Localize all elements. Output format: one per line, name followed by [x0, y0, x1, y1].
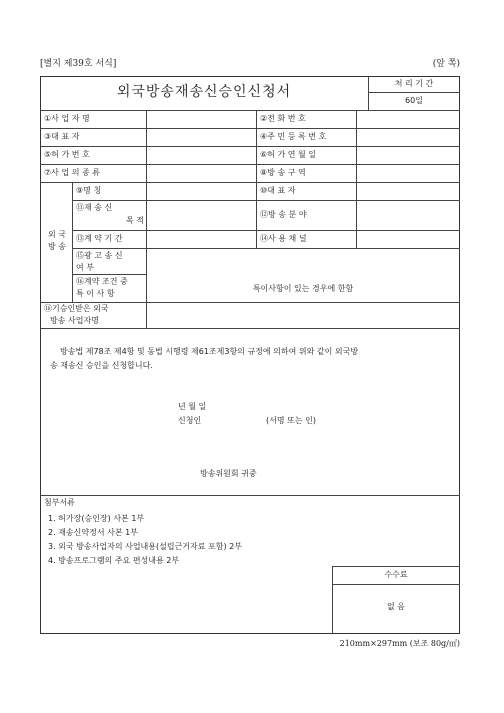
statement-line-2: 송 재송신 승인을 신청합니다.: [50, 361, 153, 370]
license-number-label: ⑤허 가 번 호: [44, 150, 90, 159]
attachment-item-2: 2. 재송신약정서 사본 1부: [48, 528, 138, 537]
channel-label: ⑭사 용 채 널: [260, 234, 307, 243]
broadcast-field-field[interactable]: [358, 202, 458, 228]
page-side: (앞 쪽): [432, 59, 460, 69]
business-name-field[interactable]: [148, 112, 254, 126]
ad-transmission-field[interactable]: [148, 250, 458, 272]
ad-transmission-label-1: ⑮광 고 송 신: [76, 251, 123, 260]
business-name-label: ①사 업 자 명: [44, 114, 90, 123]
contract-period-field[interactable]: [148, 232, 254, 246]
ad-transmission-label-2: 여 부: [76, 263, 94, 272]
approved-operator-field[interactable]: [148, 304, 458, 326]
contract-condition-label-1: ⑯계약 조건 중: [76, 277, 128, 286]
fee-value: 없 음: [387, 602, 405, 611]
attachment-item-4: 4. 방송프로그램의 주요 편성내용 2부: [48, 556, 180, 565]
foreign-representative-field[interactable]: [358, 184, 458, 198]
foreign-broadcast-group-label-1: 외 국: [48, 230, 66, 239]
license-date-field[interactable]: [358, 148, 458, 162]
phone-number-field[interactable]: [358, 112, 458, 126]
paper-size-note: 210mm×297mm (보조 80g/㎡): [339, 639, 460, 648]
resident-number-field[interactable]: [358, 130, 458, 144]
foreign-name-label: ⑨명 칭: [76, 186, 102, 195]
representative-field[interactable]: [148, 130, 254, 144]
channel-field[interactable]: [358, 232, 458, 246]
fee-label: 수수료: [384, 570, 408, 579]
foreign-representative-label: ⑩대 표 자: [260, 186, 296, 195]
resident-number-label: ④주 민 등 록 번 호: [260, 132, 327, 141]
broadcast-field-label: ⑫방 송 분 야: [260, 210, 307, 219]
contract-period-label: ⑬계 약 기 간: [76, 234, 123, 243]
broadcast-area-field[interactable]: [358, 166, 458, 180]
attachment-item-1: 1. 허가장(승인장) 사본 1부: [48, 514, 145, 523]
resend-purpose-label-2: 목 적: [126, 216, 144, 225]
applicant-label: 신청인: [178, 416, 202, 425]
foreign-name-field[interactable]: [148, 184, 254, 198]
form-number: [별지 제39호 서식]: [40, 59, 117, 69]
phone-number-label: ②전 화 번 호: [260, 114, 306, 123]
processing-period-value: 60일: [405, 96, 423, 105]
statement-line-1: 방송법 제78조 제4항 및 동법 시행령 제61조제3항의 규정에 의하여 위와 같이 외국방: [60, 347, 359, 356]
license-date-label: ⑥허 가 연 월 일: [260, 150, 316, 159]
approved-operator-label-1: ⑯기승인받은 외국: [44, 304, 109, 313]
contract-condition-note: 특이사항이 있는 경우에 한함: [252, 284, 354, 293]
representative-label: ③대 표 자: [44, 132, 80, 141]
signature-note: (서명 또는 인): [266, 416, 316, 425]
resend-purpose-field[interactable]: [148, 202, 254, 228]
foreign-broadcast-group-label-2: 방 송: [48, 242, 66, 251]
attachment-item-3: 3. 외국 방송사업자의 사업내용(설립근거자료 포함) 2부: [48, 542, 242, 551]
resend-purpose-label-1: ⑪재 송 신: [76, 203, 113, 212]
form-title: 외국방송재송신승인신청서: [116, 84, 292, 100]
processing-period-label: 처 리 기 간: [394, 79, 434, 88]
approved-operator-label-2: 방송 사업자명: [50, 316, 99, 325]
broadcast-area-label: ⑧방 송 구 역: [260, 168, 306, 177]
contract-condition-label-2: 특 이 사 항: [76, 289, 115, 298]
attachments-title: 첨부서류: [44, 498, 75, 507]
license-number-field[interactable]: [148, 148, 254, 162]
application-date: 년 월 일: [178, 402, 207, 411]
business-type-label: ⑦사 업 의 종 류: [44, 168, 100, 177]
addressee: 방송위원회 귀중: [200, 469, 257, 478]
business-type-field[interactable]: [148, 166, 254, 180]
